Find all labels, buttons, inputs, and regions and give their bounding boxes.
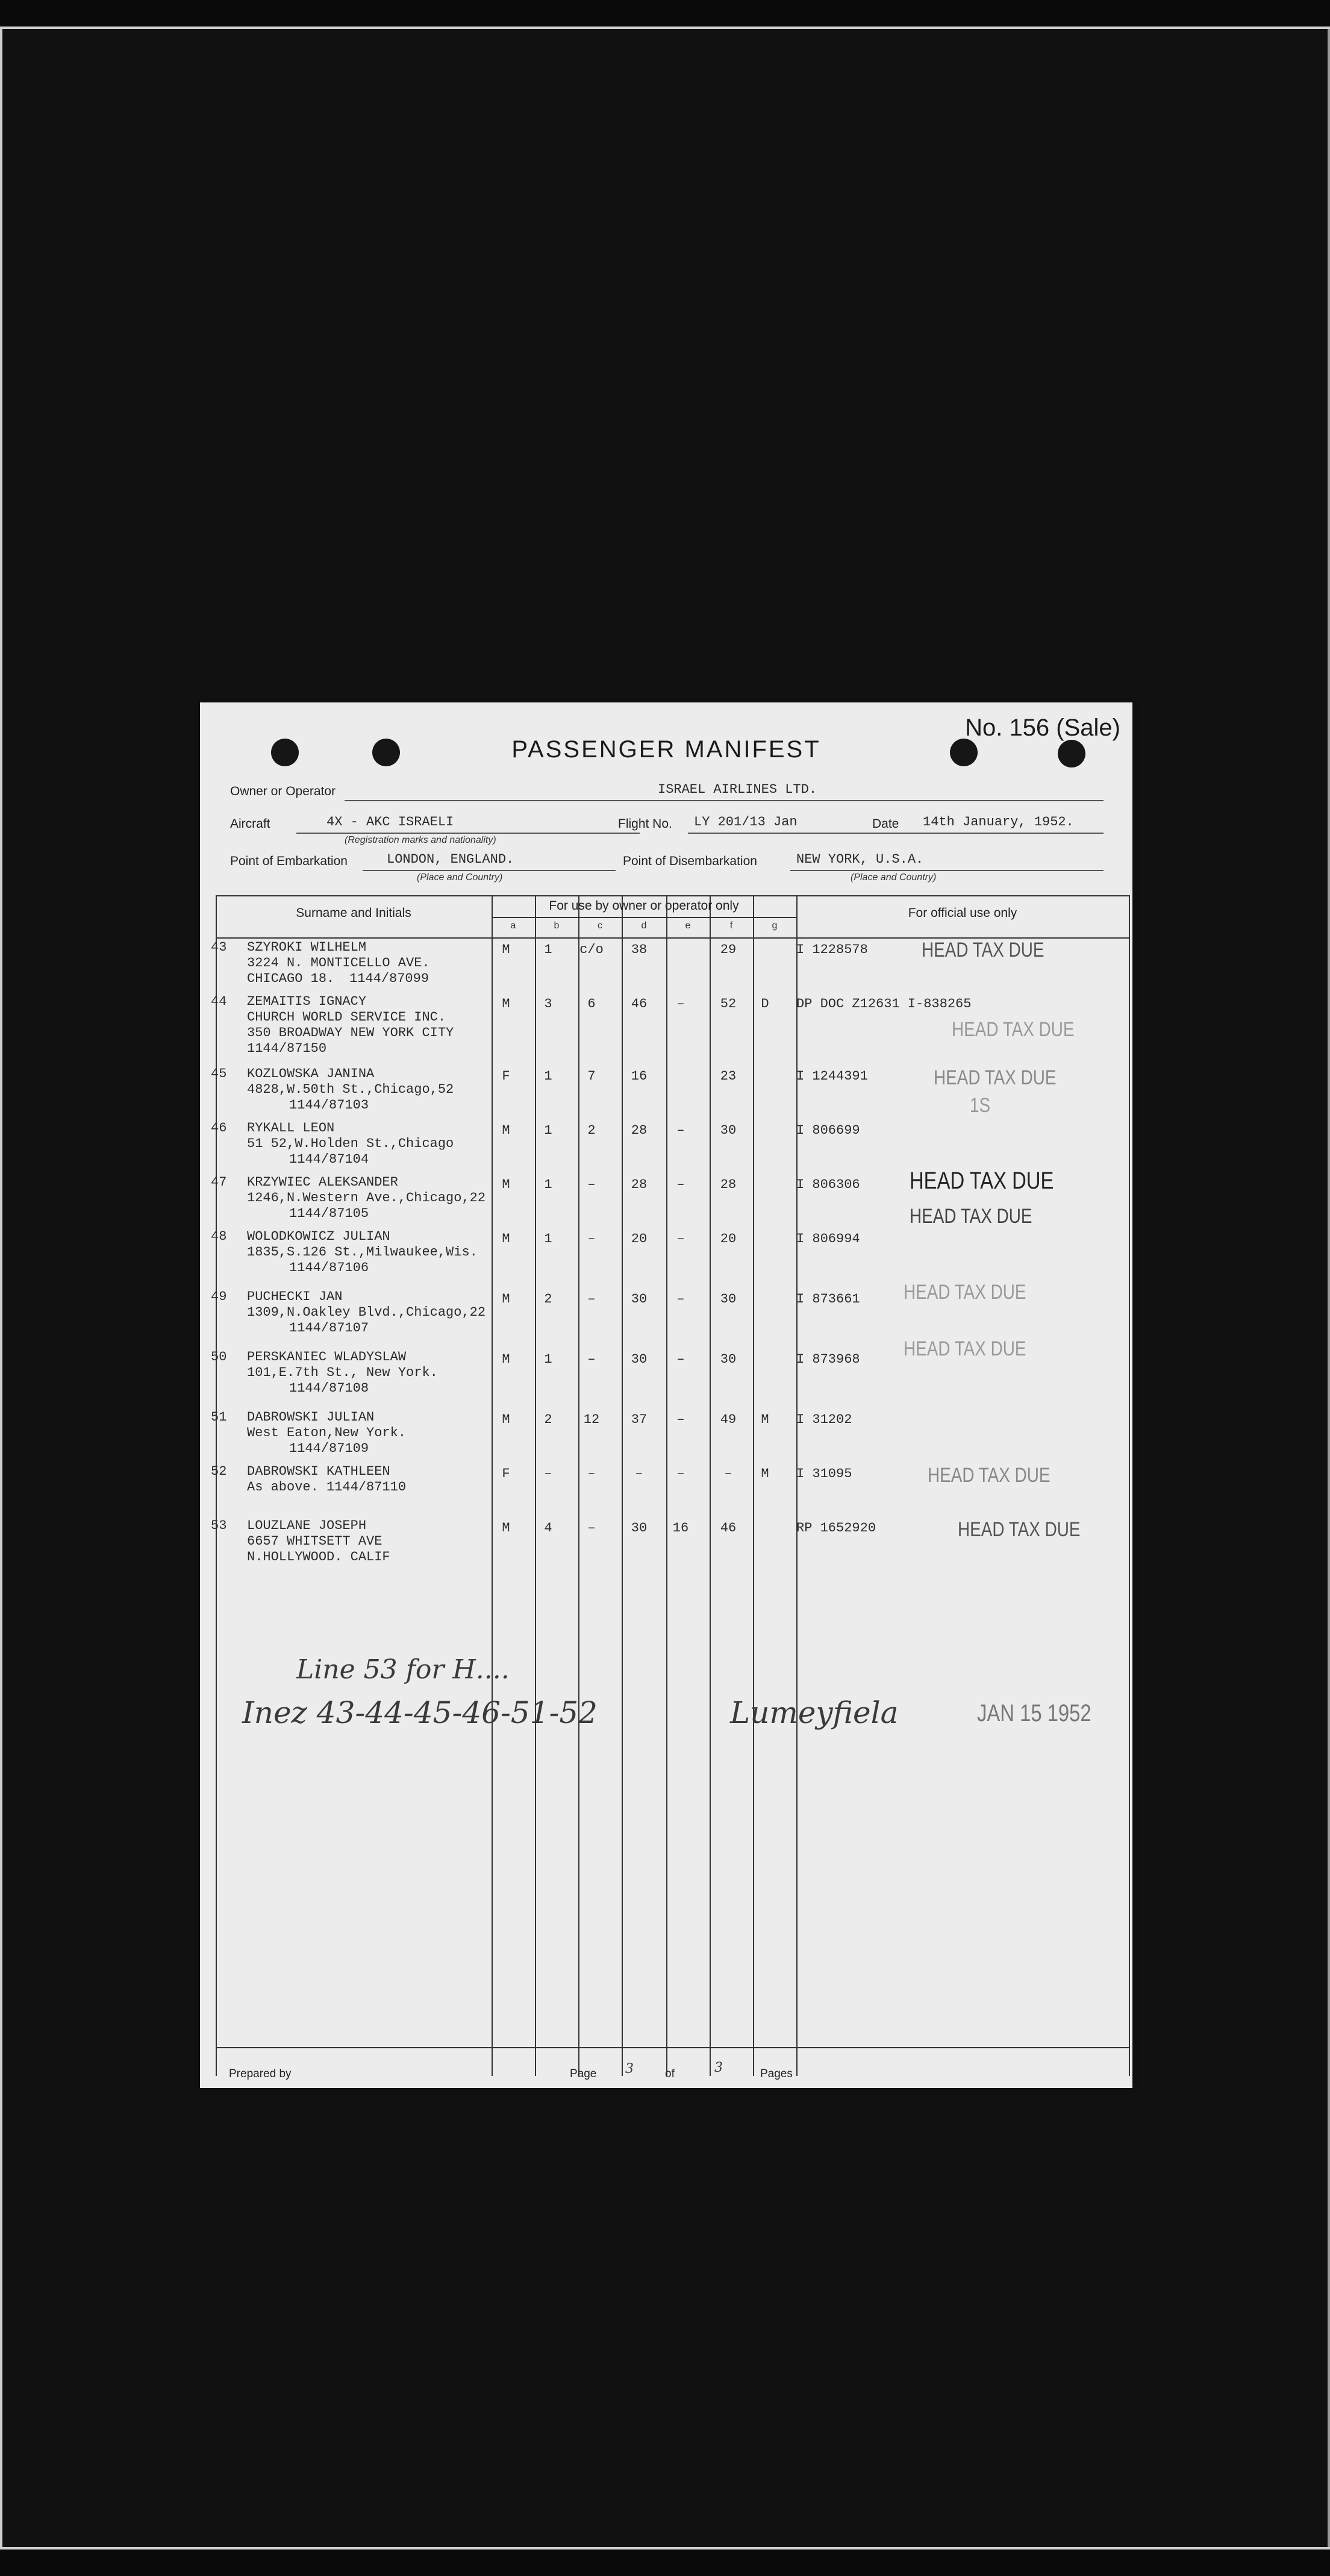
col-f-value: 52 <box>720 996 737 1011</box>
col-a-value: M <box>502 1412 510 1427</box>
col-f-value: 20 <box>720 1231 737 1246</box>
col-b-value: 4 <box>544 1521 552 1536</box>
col-a-value: M <box>502 1521 510 1536</box>
owner-use-header: For use by owner or operator only <box>549 899 739 913</box>
col-b-value: 3 <box>544 996 552 1011</box>
disembarkation-label: Point of Disembarkation <box>623 854 757 868</box>
embarkation-label: Point of Embarkation <box>230 854 348 868</box>
col-a-value: F <box>502 1466 510 1481</box>
official-number: I 873968 <box>796 1352 860 1367</box>
col-b-value: 1 <box>544 1123 552 1138</box>
passenger-reg: 1144/87105 <box>289 1206 369 1221</box>
owner-underline <box>345 800 1104 801</box>
col-letter-e: e <box>685 921 691 931</box>
row-number: 48 <box>211 1229 227 1244</box>
col-g-value: D <box>761 996 769 1011</box>
table-row <box>211 1464 1102 1524</box>
col-b-value: 1 <box>544 942 552 957</box>
col-d-value: 16 <box>631 1069 648 1084</box>
table-row <box>211 1066 1102 1127</box>
official-number: I 806306 <box>796 1177 860 1192</box>
col-e-value: – <box>676 1466 685 1481</box>
head-tax-stamp: HEAD TAX DUE <box>952 1018 1075 1041</box>
form-number: No. 156 (Sale) <box>965 714 1120 741</box>
passenger-address-2: N.HOLLYWOOD. CALIF <box>247 1549 390 1565</box>
passenger-reg: 1144/87104 <box>289 1152 369 1167</box>
col-rule <box>1129 895 1130 2076</box>
col-e-value: – <box>676 1292 685 1307</box>
col-f-value: 29 <box>720 942 737 957</box>
head-tax-stamp: HEAD TAX DUE <box>904 1281 1026 1304</box>
aircraft-value: 4X - AKC ISRAELI <box>326 814 454 830</box>
col-e-value: – <box>676 1352 685 1367</box>
col-letter-a: a <box>510 921 516 931</box>
table-row <box>211 994 1102 1054</box>
passenger-address: West Eaton,New York. <box>247 1425 407 1440</box>
passenger-reg: 1144/87106 <box>289 1260 369 1275</box>
row-number: 49 <box>211 1289 227 1304</box>
passenger-name: DABROWSKI KATHLEEN <box>247 1464 390 1479</box>
official-number: I 806699 <box>796 1123 860 1138</box>
col-f-value: 28 <box>720 1177 737 1192</box>
col-a-value: M <box>502 1292 510 1307</box>
passenger-name: PUCHECKI JAN <box>247 1289 343 1304</box>
official-number: I 873661 <box>796 1292 860 1307</box>
col-f-value: 23 <box>720 1069 737 1084</box>
row-number: 52 <box>211 1464 227 1479</box>
embarkation-subcaption: (Place and Country) <box>417 872 503 883</box>
col-d-value: 28 <box>631 1123 648 1138</box>
col-a-value: M <box>502 1231 510 1246</box>
col-b-value: 1 <box>544 1352 552 1367</box>
disembarkation-underline <box>790 870 1104 871</box>
head-tax-stamp: HEAD TAX DUE <box>910 1205 1032 1228</box>
official-number: I 1244391 <box>796 1069 868 1084</box>
table-row <box>211 1337 1102 1410</box>
head-tax-stamp: HEAD TAX DUE <box>958 1518 1081 1541</box>
row-number: 47 <box>211 1175 227 1190</box>
col-e-value: – <box>676 1123 685 1138</box>
passenger-address: 1309,N.Oakley Blvd.,Chicago,22 <box>247 1305 486 1320</box>
row-number: 51 <box>211 1410 227 1425</box>
passenger-reg: 1144/87099 <box>349 971 429 986</box>
official-number: DP DOC Z12631 I-838265 <box>796 996 972 1011</box>
col-letter-f: f <box>729 921 733 931</box>
passenger-address: 1835,S.126 St.,Milwaukee,Wis. <box>247 1245 478 1260</box>
col-a-value: M <box>502 1123 510 1138</box>
table-row <box>211 940 1102 1000</box>
pages-label: Pages <box>760 2068 793 2080</box>
total-pages: 3 <box>714 2060 723 2075</box>
col-a-value: F <box>502 1069 510 1084</box>
passenger-address: 51 52,W.Holden St.,Chicago <box>247 1136 454 1151</box>
row-number: 43 <box>211 940 227 955</box>
col-f-value: 30 <box>720 1123 737 1138</box>
col-d-value: 30 <box>631 1521 648 1536</box>
table-bottom-rule <box>216 2047 1130 2048</box>
col-c-value: 2 <box>587 1123 596 1138</box>
owner-subheader-rule <box>492 917 796 918</box>
col-e-value: – <box>676 1177 685 1192</box>
col-a-value: M <box>502 996 510 1011</box>
passenger-reg: 1144/87109 <box>289 1441 369 1456</box>
row-number: 50 <box>211 1349 227 1365</box>
head-tax-stamp: HEAD TAX DUE <box>922 939 1044 961</box>
owner-value: ISRAEL AIRLINES LTD. <box>658 782 817 797</box>
col-d-value: 46 <box>631 996 648 1011</box>
passenger-name: RYKALL LEON <box>247 1121 335 1136</box>
col-c-value: – <box>587 1292 596 1307</box>
col-b-value: 2 <box>544 1292 552 1307</box>
official-number: I 31202 <box>796 1412 852 1427</box>
passenger-reg: 1144/87108 <box>289 1381 369 1396</box>
aircraft-label: Aircraft <box>230 817 270 831</box>
col-e-value: – <box>676 1231 685 1246</box>
passenger-address: 6657 WHITSETT AVE <box>247 1534 382 1549</box>
official-number: I 31095 <box>796 1466 852 1481</box>
col-e-value: – <box>676 1412 685 1427</box>
film-bottom-border <box>0 2547 1330 2576</box>
col-e-value: 16 <box>672 1521 689 1536</box>
official-number: I 806994 <box>796 1231 860 1246</box>
manifest-page <box>200 702 1132 2088</box>
embarkation-value: LONDON, ENGLAND. <box>387 852 514 867</box>
col-c-value: 7 <box>587 1069 596 1084</box>
col-c-value: – <box>587 1352 596 1367</box>
row-number: 53 <box>211 1518 227 1533</box>
official-number: RP 1652920 <box>796 1521 876 1536</box>
col-a-value: M <box>502 1352 510 1367</box>
col-c-value: – <box>587 1466 596 1481</box>
row-number: 45 <box>211 1066 227 1081</box>
head-tax-stamp: HEAD TAX DUE <box>928 1464 1051 1487</box>
date-underline <box>917 833 1104 834</box>
aircraft-subcaption: (Registration marks and nationality) <box>345 835 496 845</box>
flight-label: Flight No. <box>618 817 672 831</box>
disembarkation-subcaption: (Place and Country) <box>851 872 937 883</box>
date-label: Date <box>872 817 899 831</box>
passenger-reg: 1144/87103 <box>289 1098 369 1113</box>
table-top-rule <box>216 895 1130 896</box>
film-left-edge <box>0 29 2 2549</box>
embarkation-underline <box>363 870 616 871</box>
col-c-value: 6 <box>587 996 596 1011</box>
col-b-value: 2 <box>544 1412 552 1427</box>
table-row <box>211 1518 1102 1578</box>
flight-underline <box>688 833 917 834</box>
passenger-name: ZEMAITIS IGNACY <box>247 994 367 1009</box>
col-b-value: 1 <box>544 1177 552 1192</box>
official-number: I 1228578 <box>796 942 868 957</box>
col-d-value: 30 <box>631 1292 648 1307</box>
col-d-value: 38 <box>631 942 648 957</box>
passenger-address: 3224 N. MONTICELLO AVE. <box>247 955 430 971</box>
col-letter-g: g <box>772 921 778 931</box>
disembarkation-value: NEW YORK, U.S.A. <box>796 852 924 867</box>
flight-value: LY 201/13 Jan <box>694 814 798 830</box>
passenger-address: As above. 1144/87110 <box>247 1480 407 1495</box>
col-b-value: 1 <box>544 1069 552 1084</box>
date-value: 14th January, 1952. <box>923 814 1074 830</box>
col-f-value: 46 <box>720 1521 737 1536</box>
passenger-address-2: 350 BROADWAY NEW YORK CITY <box>247 1025 454 1040</box>
passenger-name: LOUZLANE JOSEPH <box>247 1518 367 1533</box>
row-number: 46 <box>211 1121 227 1136</box>
table-row <box>211 1410 1102 1470</box>
film-right-edge <box>1328 29 1330 2549</box>
col-e-value: – <box>676 996 685 1011</box>
form-title: PASSENGER MANIFEST <box>511 736 821 763</box>
head-tax-stamp: 1S <box>970 1094 991 1117</box>
head-tax-stamp: HEAD TAX DUE <box>934 1066 1057 1089</box>
passenger-name: SZYROKI WILHELM <box>247 940 367 955</box>
passenger-reg: 1144/87150 <box>247 1041 327 1056</box>
passenger-name: KRZYWIEC ALEKSANDER <box>247 1175 398 1190</box>
col-d-value: 20 <box>631 1231 648 1246</box>
date-received-stamp: JAN 15 1952 <box>977 1700 1091 1727</box>
col-d-value: 28 <box>631 1177 648 1192</box>
surname-column-header: Surname and Initials <box>296 906 411 920</box>
aircraft-underline <box>296 833 640 834</box>
passenger-name: DABROWSKI JULIAN <box>247 1410 375 1425</box>
owner-label: Owner or Operator <box>230 784 336 798</box>
handwritten-signature: Lumeyfiela <box>730 1695 899 1730</box>
handwritten-note: Line 53 for H.... <box>296 1654 510 1685</box>
col-c-value: 12 <box>583 1412 600 1427</box>
col-letter-b: b <box>554 921 560 931</box>
passenger-name: PERSKANIEC WLADYSLAW <box>247 1349 407 1365</box>
row-number: 44 <box>211 994 227 1009</box>
film-top-border <box>0 0 1330 29</box>
col-a-value: M <box>502 1177 510 1192</box>
col-g-value: M <box>761 1412 769 1427</box>
passenger-name: WOLODKOWICZ JULIAN <box>247 1229 390 1244</box>
passenger-name: KOZLOWSKA JANINA <box>247 1066 375 1081</box>
col-c-value: c/o <box>579 942 604 957</box>
col-letter-d: d <box>641 921 647 931</box>
col-d-value: 30 <box>631 1352 648 1367</box>
col-d-value: – <box>635 1466 643 1481</box>
handwritten-inez-note: Inez 43-44-45-46-51-52 <box>242 1695 598 1730</box>
col-b-value: 1 <box>544 1231 552 1246</box>
of-label: of <box>665 2068 675 2080</box>
passenger-address: 4828,W.50th St.,Chicago,52 <box>247 1082 454 1097</box>
col-f-value: 30 <box>720 1292 737 1307</box>
page-number: 3 <box>625 2062 634 2077</box>
col-f-value: 49 <box>720 1412 737 1427</box>
col-f-value: 30 <box>720 1352 737 1367</box>
col-c-value: – <box>587 1177 596 1192</box>
col-c-value: – <box>587 1231 596 1246</box>
col-g-value: M <box>761 1466 769 1481</box>
passenger-address: 101,E.7th St., New York. <box>247 1365 438 1380</box>
col-f-value: – <box>724 1466 732 1481</box>
head-tax-stamp: HEAD TAX DUE <box>910 1168 1054 1194</box>
prepared-by-label: Prepared by <box>229 2068 292 2080</box>
passenger-address-2: CHICAGO 18. <box>247 971 335 986</box>
page-label: Page <box>570 2068 597 2080</box>
col-letter-c: c <box>598 921 602 931</box>
col-d-value: 37 <box>631 1412 648 1427</box>
head-tax-stamp: HEAD TAX DUE <box>904 1337 1026 1360</box>
passenger-address: CHURCH WORLD SERVICE INC. <box>247 1010 446 1025</box>
col-c-value: – <box>587 1521 596 1536</box>
passenger-reg: 1144/87107 <box>289 1321 369 1336</box>
official-use-header: For official use only <box>908 906 1017 920</box>
col-b-value: – <box>544 1466 552 1481</box>
col-a-value: M <box>502 942 510 957</box>
passenger-address: 1246,N.Western Ave.,Chicago,22 <box>247 1190 486 1205</box>
